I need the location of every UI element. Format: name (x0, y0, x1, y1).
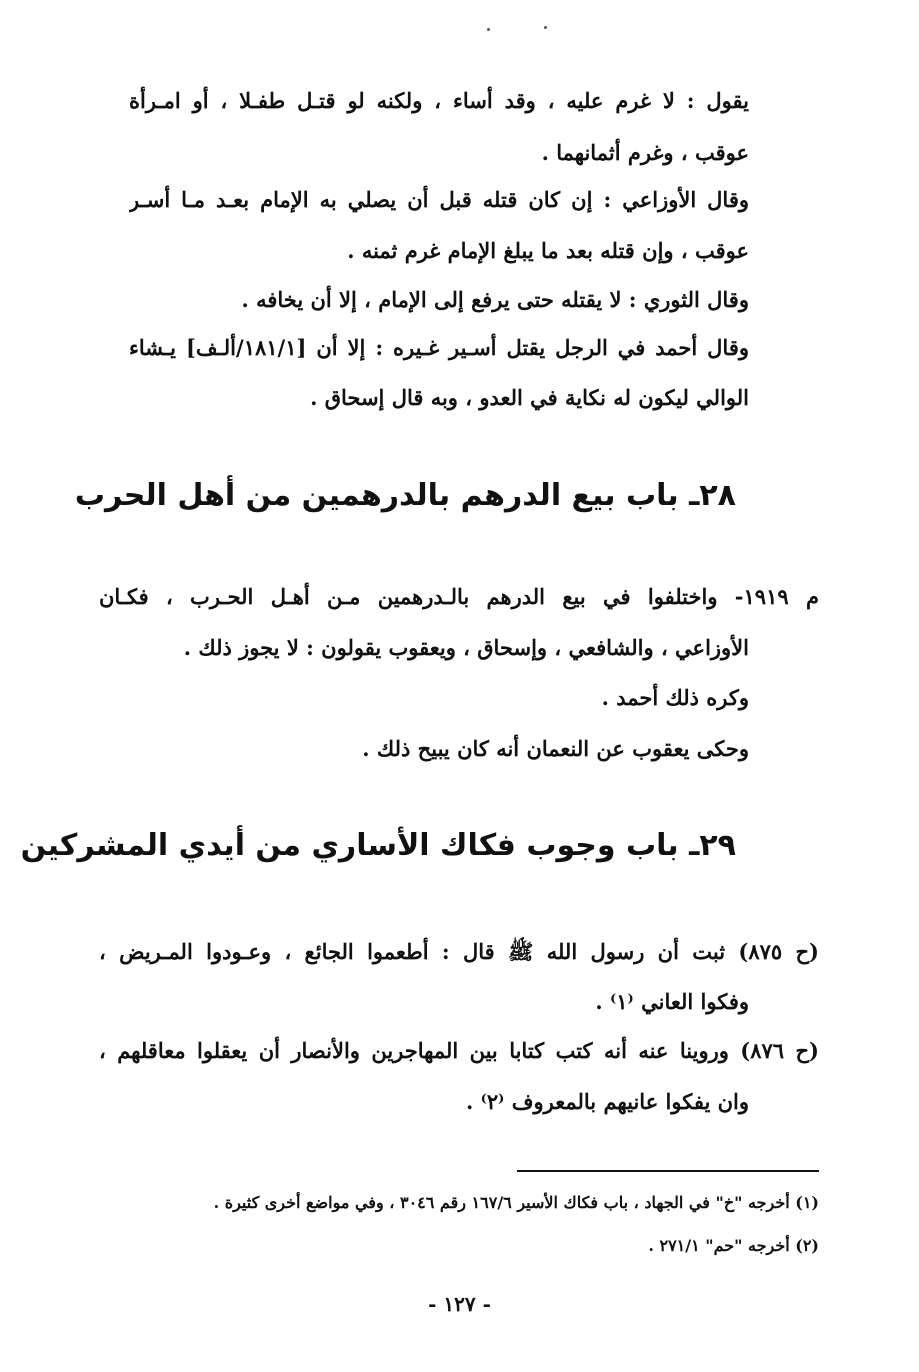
footnote-2: (٢) أخرجه "حم" ٢٧١/١ . (648, 1236, 819, 1255)
text-line: الوالي ليكون له نكاية في العدو ، وبه قال إسحاق . (310, 385, 749, 410)
text-line: وقال الثوري : لا يقتله حتى يرفع إلى الإمام ، إلا أن يخافه . (241, 287, 749, 312)
footnote-separator (517, 1170, 819, 1172)
text-line: عوقب ، وغرم أثمانهما . (541, 140, 749, 165)
text-line: وقال الأوزاعي : إن كان قتله قبل أن يصلي به الإمام بعـد مـا أسـر (129, 187, 749, 212)
section-heading-28: ٢٨ـ باب بيع الدرهم بالدرهمين من أهل الحرب (74, 478, 736, 513)
text-line: وان يفكوا عانيهم بالمعروف ⁽٢⁾ . (466, 1089, 749, 1114)
text-line: الأوزاعي ، والشافعي ، وإسحاق ، ويعقوب يقولون : لا يجوز ذلك . (183, 635, 749, 660)
text-line: يقول : لا غرم عليه ، وقد أساء ، ولكنه لو قتـل طفـلا ، أو امـرأة (129, 88, 749, 113)
text-line: عوقب ، وإن قتله بعد ما يبلغ الإمام غرم ثمنه . (347, 238, 749, 263)
text-line: م ١٩١٩- واختلفوا في بيع الدرهم بالـدرهمين مـن أهـل الحـرب ، فكـان (99, 584, 819, 609)
text-line: (ح ٨٧٥) ثبت أن رسول الله ﷺ قال : أطعموا الجائع ، وعـودوا المـريض ، (99, 939, 819, 964)
scan-speck (487, 28, 490, 31)
text-line: وفكوا العاني ⁽١⁾ . (595, 989, 749, 1014)
page-number: - ١٢٧ - (428, 1292, 491, 1316)
text-line: وقال أحمد في الرجل يقتل أسـير غـيره : إلا أن [١٨١/١/ألـف] يـشاء (129, 335, 749, 360)
scan-speck (544, 26, 547, 29)
section-heading-29: ٢٩ـ باب وجوب فكاك الأساري من أيدي المشركين (20, 828, 736, 863)
text-line: وكره ذلك أحمد . (601, 685, 749, 710)
footnote-1: (١) أخرجه "خ" في الجهاد ، باب فكاك الأسير ١٦٧/٦ رقم ٣٠٤٦ ، وفي مواضع أخرى كثيرة . (213, 1193, 819, 1212)
text-line: وحكى يعقوب عن النعمان أنه كان يبيح ذلك . (362, 736, 749, 761)
text-line: (ح ٨٧٦) وروينا عنه أنه كتب كتابا بين المهاجرين والأنصار أن يعقلوا معاقلهم ، (99, 1038, 819, 1063)
